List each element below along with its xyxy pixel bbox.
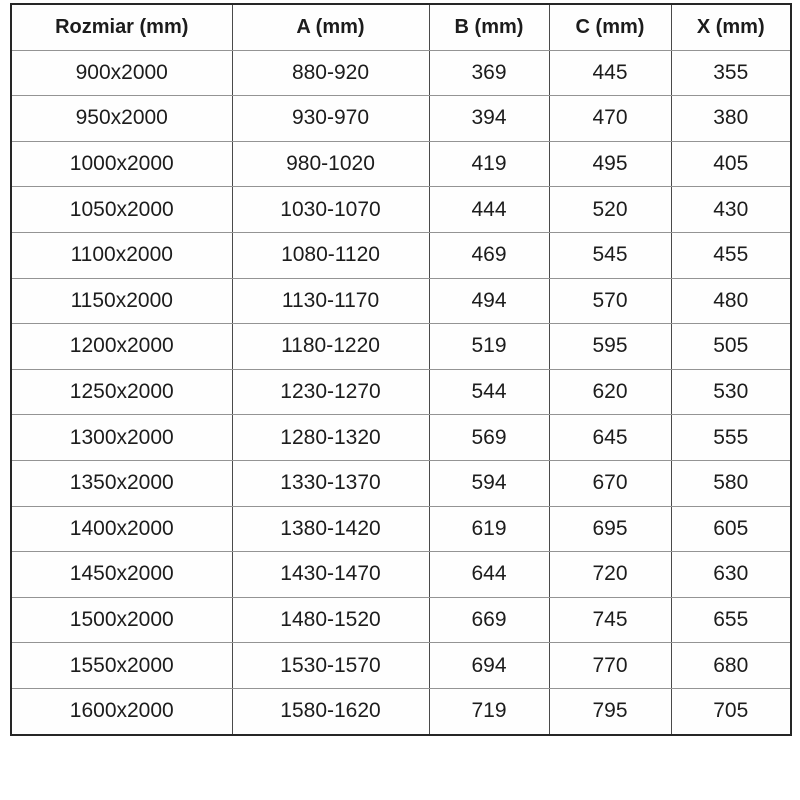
cell-c: 745: [549, 597, 671, 643]
cell-c: 520: [549, 187, 671, 233]
cell-b: 719: [429, 688, 549, 734]
cell-b: 619: [429, 506, 549, 552]
table-row: [11, 278, 791, 324]
cell-rozmiar: 1200x2000: [11, 324, 232, 370]
cell-c: 620: [549, 369, 671, 415]
cell-rozmiar: 1250x2000: [11, 369, 232, 415]
table-row: [11, 415, 791, 461]
cell-c: 795: [549, 688, 671, 734]
cell-b: 369: [429, 50, 549, 96]
cell-a: 1230-1270: [232, 369, 429, 415]
table-row: [11, 50, 791, 96]
cell-b: 694: [429, 643, 549, 689]
cell-x: 605: [671, 506, 791, 552]
cell-rozmiar: 1500x2000: [11, 597, 232, 643]
cell-rozmiar: 1300x2000: [11, 415, 232, 461]
cell-x: 630: [671, 552, 791, 598]
cell-a: 1030-1070: [232, 187, 429, 233]
header-cell-a: A (mm): [232, 4, 429, 50]
cell-x: 680: [671, 643, 791, 689]
cell-c: 645: [549, 415, 671, 461]
cell-x: 530: [671, 369, 791, 415]
header-cell-rozmiar: Rozmiar (mm): [11, 4, 232, 50]
size-spec-table: [10, 3, 792, 736]
cell-a: 1580-1620: [232, 688, 429, 734]
size-spec-table-container: [10, 3, 792, 736]
table-row: [11, 141, 791, 187]
cell-c: 695: [549, 506, 671, 552]
cell-x: 405: [671, 141, 791, 187]
cell-a: 1430-1470: [232, 552, 429, 598]
cell-b: 669: [429, 597, 549, 643]
cell-rozmiar: 950x2000: [11, 96, 232, 142]
cell-c: 770: [549, 643, 671, 689]
cell-b: 394: [429, 96, 549, 142]
cell-b: 594: [429, 460, 549, 506]
cell-a: 980-1020: [232, 141, 429, 187]
table-row: [11, 688, 791, 734]
table-row: [11, 96, 791, 142]
cell-rozmiar: 1600x2000: [11, 688, 232, 734]
cell-c: 545: [549, 232, 671, 278]
cell-x: 430: [671, 187, 791, 233]
header-cell-x: X (mm): [671, 4, 791, 50]
cell-rozmiar: 1150x2000: [11, 278, 232, 324]
cell-rozmiar: 1350x2000: [11, 460, 232, 506]
cell-a: 1480-1520: [232, 597, 429, 643]
cell-rozmiar: 900x2000: [11, 50, 232, 96]
table-body: [11, 50, 791, 734]
cell-rozmiar: 1450x2000: [11, 552, 232, 598]
cell-c: 445: [549, 50, 671, 96]
table-row: [11, 597, 791, 643]
cell-c: 470: [549, 96, 671, 142]
cell-rozmiar: 1050x2000: [11, 187, 232, 233]
cell-x: 355: [671, 50, 791, 96]
cell-c: 720: [549, 552, 671, 598]
cell-b: 494: [429, 278, 549, 324]
cell-rozmiar: 1550x2000: [11, 643, 232, 689]
table-row: [11, 506, 791, 552]
cell-a: 1080-1120: [232, 232, 429, 278]
cell-b: 419: [429, 141, 549, 187]
table-header: [11, 4, 791, 50]
cell-x: 580: [671, 460, 791, 506]
cell-a: 1530-1570: [232, 643, 429, 689]
table-row: [11, 369, 791, 415]
cell-rozmiar: 1400x2000: [11, 506, 232, 552]
cell-b: 569: [429, 415, 549, 461]
cell-x: 380: [671, 96, 791, 142]
header-row: [11, 4, 791, 50]
table-row: [11, 643, 791, 689]
cell-a: 1380-1420: [232, 506, 429, 552]
cell-a: 1330-1370: [232, 460, 429, 506]
cell-a: 1130-1170: [232, 278, 429, 324]
table-row: [11, 324, 791, 370]
cell-x: 480: [671, 278, 791, 324]
cell-b: 519: [429, 324, 549, 370]
cell-b: 469: [429, 232, 549, 278]
table-row: [11, 460, 791, 506]
cell-rozmiar: 1000x2000: [11, 141, 232, 187]
cell-c: 595: [549, 324, 671, 370]
cell-c: 570: [549, 278, 671, 324]
cell-a: 880-920: [232, 50, 429, 96]
cell-x: 555: [671, 415, 791, 461]
cell-c: 495: [549, 141, 671, 187]
cell-a: 930-970: [232, 96, 429, 142]
table-row: [11, 232, 791, 278]
table-row: [11, 552, 791, 598]
cell-x: 655: [671, 597, 791, 643]
cell-x: 505: [671, 324, 791, 370]
table-row: [11, 187, 791, 233]
cell-x: 455: [671, 232, 791, 278]
cell-b: 544: [429, 369, 549, 415]
header-cell-c: C (mm): [549, 4, 671, 50]
cell-a: 1280-1320: [232, 415, 429, 461]
cell-x: 705: [671, 688, 791, 734]
cell-b: 444: [429, 187, 549, 233]
cell-b: 644: [429, 552, 549, 598]
header-cell-b: B (mm): [429, 4, 549, 50]
cell-rozmiar: 1100x2000: [11, 232, 232, 278]
cell-a: 1180-1220: [232, 324, 429, 370]
cell-c: 670: [549, 460, 671, 506]
